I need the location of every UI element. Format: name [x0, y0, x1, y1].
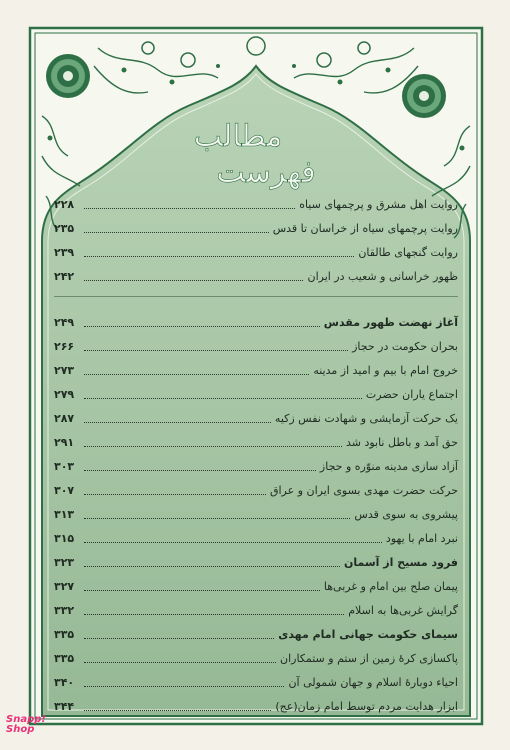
toc-entry-row — [54, 238, 458, 260]
right-roundel-ornament — [402, 74, 446, 118]
dot-leader — [84, 565, 340, 567]
toc-entry-title: احیاء دوبارهٔ اسلام و جهان شمولی آن — [288, 676, 458, 689]
toc-entry-row — [54, 668, 458, 690]
toc-page-number: ۲۶۶ — [54, 340, 75, 353]
dot-leader — [84, 325, 320, 327]
dot-leader — [84, 541, 382, 543]
table-of-contents — [54, 190, 458, 715]
dot-leader — [84, 421, 271, 423]
dot-leader — [84, 255, 354, 257]
toc-entry-title: ظهور خراسانی و شعیب در ایران — [307, 270, 458, 283]
toc-entry-title: یک حرکت آزمایشی و شهادت نفس زکیه — [274, 412, 458, 425]
toc-entry-title: روایت گنجهای طالقان — [358, 246, 458, 259]
toc-page-number: ۲۴۹ — [54, 316, 75, 329]
toc-entry-row — [54, 214, 458, 236]
toc-page-number: ۳۲۷ — [54, 580, 75, 593]
toc-page-number: ۳۴۰ — [54, 676, 75, 689]
toc-entry-row — [54, 356, 458, 378]
toc-page-number: ۳۴۴ — [54, 700, 75, 713]
toc-entry-row — [54, 692, 458, 714]
toc-entry-title: پاکسازی کرهٔ زمین از ستم و ستمکاران — [280, 652, 458, 665]
toc-entry-row — [54, 428, 458, 450]
toc-page-number: ۳۳۵ — [54, 652, 75, 665]
toc-page-number: ۲۳۹ — [54, 246, 75, 259]
toc-section-row — [54, 620, 458, 642]
dot-leader — [84, 709, 271, 711]
toc-entry-title: فرود مسیح از آسمان — [343, 556, 458, 569]
dot-leader — [84, 373, 309, 375]
toc-entry-row — [54, 476, 458, 498]
toc-entry-title: اجتماع یاران حضرت — [365, 388, 458, 401]
toc-entry-row — [54, 262, 458, 284]
dot-leader — [84, 517, 350, 519]
toc-entry-row — [54, 572, 458, 594]
toc-entry-title: پیشروی به سوی قدس — [354, 508, 458, 521]
toc-section-row — [54, 308, 458, 330]
toc-entry-row — [54, 524, 458, 546]
toc-page-number: ۲۷۹ — [54, 388, 75, 401]
toc-entry-row — [54, 500, 458, 522]
toc-entry-row — [54, 644, 458, 666]
toc-entry-row — [54, 452, 458, 474]
toc-entry-title: روایت پرچمهای سیاه از خراسان تا قدس — [272, 222, 458, 235]
toc-entry-row — [54, 404, 458, 426]
dot-leader — [84, 469, 316, 471]
toc-entry-title: گرایش غربی‌ها به اسلام — [348, 604, 458, 617]
toc-section-row — [54, 548, 458, 570]
dot-leader — [84, 637, 274, 639]
toc-entry-title: سیمای حکومت جهانی امام مهدی — [278, 628, 458, 641]
dot-leader — [84, 661, 276, 663]
toc-entry-row — [54, 596, 458, 618]
toc-entry-title: آزاد سازی مدینه منوّره و حجاز — [319, 460, 458, 473]
toc-entry-title: خروج امام با بیم و امید از مدینه — [313, 364, 458, 377]
toc-page-number: ۲۳۵ — [54, 222, 75, 235]
toc-entry-row — [54, 332, 458, 354]
toc-entry-title: آغاز نهضت ظهور مقدس — [323, 316, 458, 329]
left-roundel-ornament — [46, 54, 90, 98]
watermark-line1: Snapp! — [6, 714, 46, 725]
dot-leader — [84, 279, 303, 281]
toc-entry-title: پیمان صلح بین امام و غربی‌ها — [323, 580, 458, 593]
toc-page-number: ۲۷۳ — [54, 364, 75, 377]
dot-leader — [84, 397, 362, 399]
toc-entry-title: بحران حکومت در حجاز — [352, 340, 458, 353]
toc-entry-title: نبرد امام با یهود — [385, 532, 458, 545]
toc-entry-title: روایت اهل مشرق و پرچمهای سیاه — [299, 198, 458, 211]
toc-entry-row — [54, 190, 458, 212]
dot-leader — [84, 589, 320, 591]
toc-page-number: ۳۰۳ — [54, 460, 75, 473]
section-divider — [54, 296, 458, 297]
dot-leader — [84, 207, 295, 209]
dot-leader — [84, 613, 344, 615]
toc-page-number: ۲۴۲ — [54, 270, 75, 283]
toc-page-number: ۲۹۱ — [54, 436, 75, 449]
dot-leader — [84, 231, 269, 233]
toc-entry-row — [54, 380, 458, 402]
toc-page-number: ۳۰۷ — [54, 484, 75, 497]
heading-line2: فهرست — [216, 155, 316, 190]
dot-leader — [84, 349, 348, 351]
toc-page-number: ۲۸۷ — [54, 412, 75, 425]
toc-entry-title: حرکت حضرت مهدی بسوی ایران و عراق — [269, 484, 458, 497]
dot-leader — [84, 493, 266, 495]
dot-leader — [84, 445, 342, 447]
watermark-line2: Shop — [6, 724, 35, 735]
toc-page-number: ۳۱۳ — [54, 508, 75, 521]
toc-entry-title: حق آمد و باطل نابود شد — [345, 436, 458, 449]
toc-page-number: ۲۲۸ — [54, 198, 75, 211]
toc-page-number: ۳۳۵ — [54, 628, 75, 641]
toc-page-number: ۳۲۳ — [54, 556, 75, 569]
heading-line1: مطالب — [193, 119, 283, 154]
dot-leader — [84, 685, 284, 687]
toc-entry-title: ابزار هدایت مردم توسط امام زمان(عج) — [275, 700, 458, 713]
toc-page-number: ۳۳۲ — [54, 604, 75, 617]
watermark-logo — [6, 715, 54, 735]
toc-page-number: ۳۱۵ — [54, 532, 75, 545]
